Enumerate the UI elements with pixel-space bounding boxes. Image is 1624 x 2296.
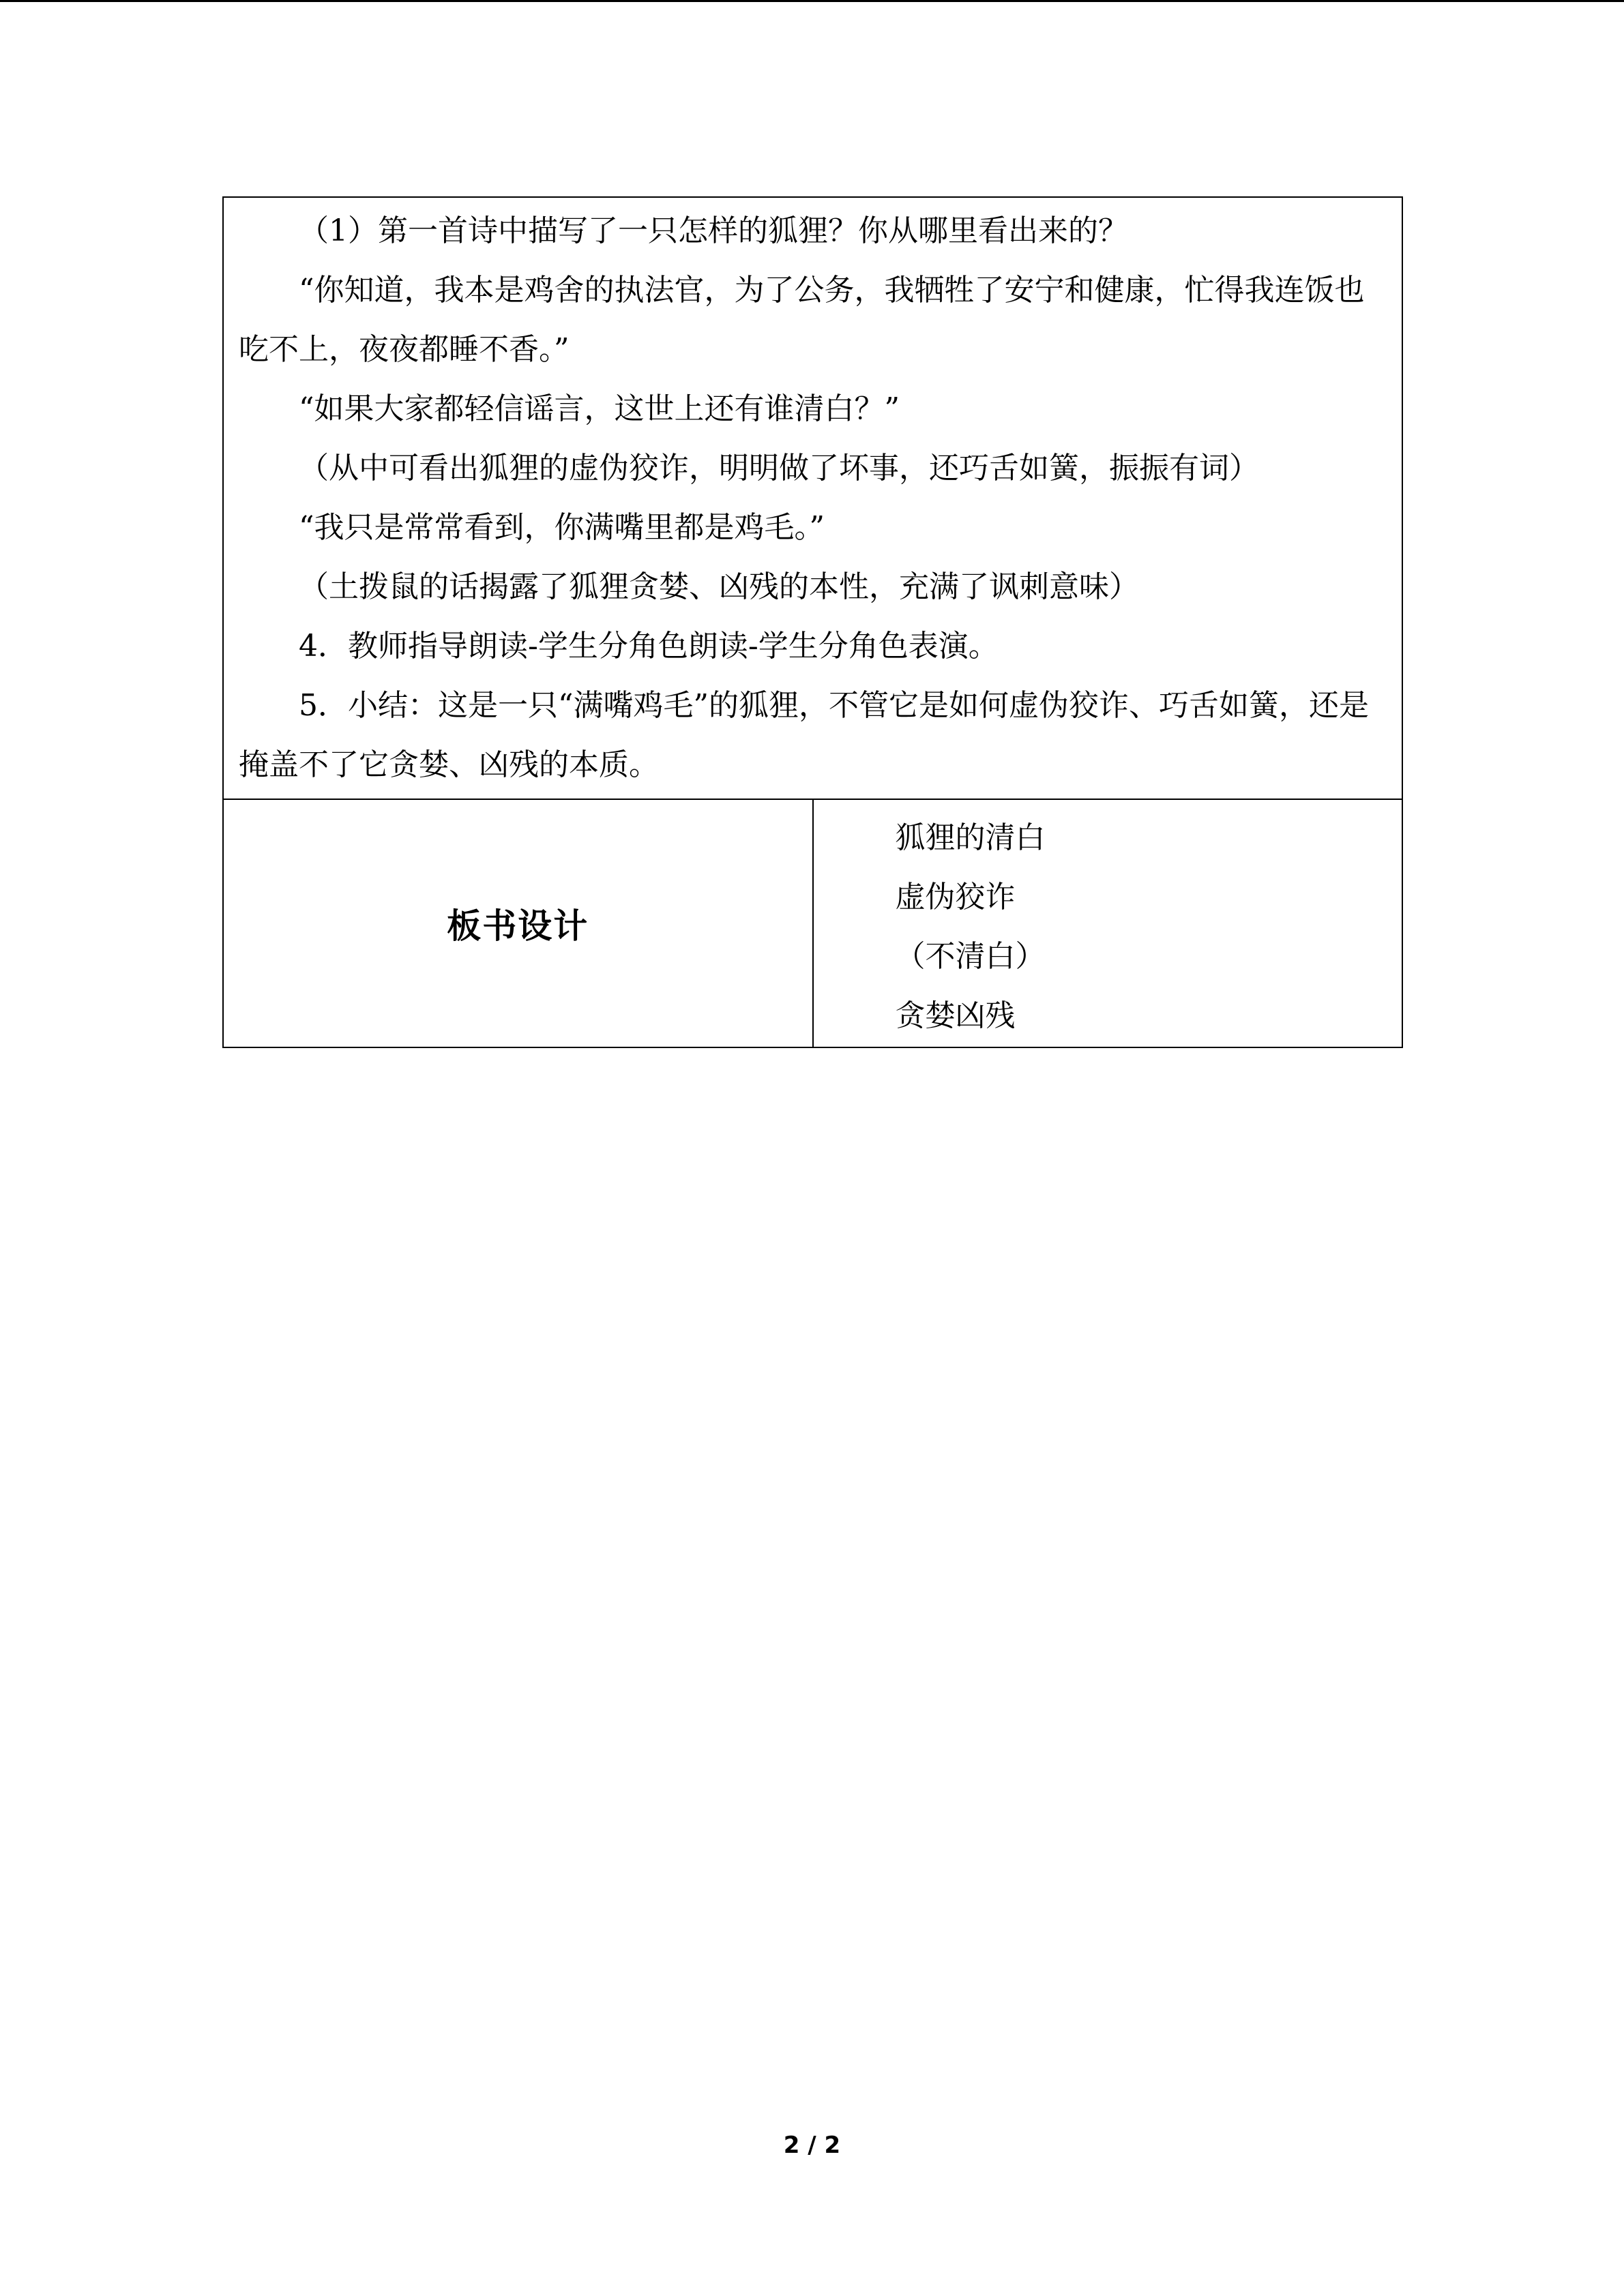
content-row <box>223 197 1402 799</box>
paragraph-analysis-1: （从中可看出狐狸的虚伪狡诈，明明做了坏事，还巧舌如簧，振振有词） <box>299 451 1259 486</box>
paragraph-fox-quote-1: “你知道，我本是鸡舍的执法官，为了公务，我牺牲了安宁和健康，忙得我连饭也吃不上，夜夜都睡不香。” <box>239 273 1365 367</box>
teaching-content-cell <box>223 197 1402 799</box>
paragraph-analysis-2: （土拨鼠的话揭露了狐狸贪婪、凶残的本性，充满了讽刺意味） <box>299 569 1139 604</box>
board-line-title: 狐狸的清白 <box>895 820 1046 855</box>
top-border-rule <box>0 0 1624 2</box>
board-line-not-innocent: （不清白） <box>895 939 1046 974</box>
paragraph-groundhog-quote: “我只是常常看到，你满嘴里都是鸡毛。” <box>299 510 825 545</box>
paragraph-summary: 5．小结：这是一只“满嘴鸡毛”的狐狸，不管它是如何虚伪狡诈、巧舌如簧，还是掩盖不了它贪婪、凶残的本质。 <box>239 688 1369 782</box>
paragraph-fox-quote-2: “如果大家都轻信谣言，这世上还有谁清白？” <box>299 391 900 426</box>
board-line-trait: 虚伪狡诈 <box>895 880 1016 914</box>
board-design-content-cell <box>813 799 1403 1047</box>
lesson-plan-table <box>222 196 1403 1048</box>
paragraph-step-4: 4．教师指导朗读-学生分角色朗读-学生分角色表演。 <box>299 629 999 664</box>
paragraph-question: （1）第一首诗中描写了一只怎样的狐狸？你从哪里看出来的？ <box>299 213 1128 248</box>
board-design-label: 板书设计 <box>447 906 589 946</box>
page-number: 2 / 2 <box>783 2132 841 2159</box>
board-design-label-cell <box>223 799 813 1047</box>
board-design-row <box>223 799 1402 1047</box>
board-line-nature: 贪婪凶残 <box>895 998 1016 1033</box>
